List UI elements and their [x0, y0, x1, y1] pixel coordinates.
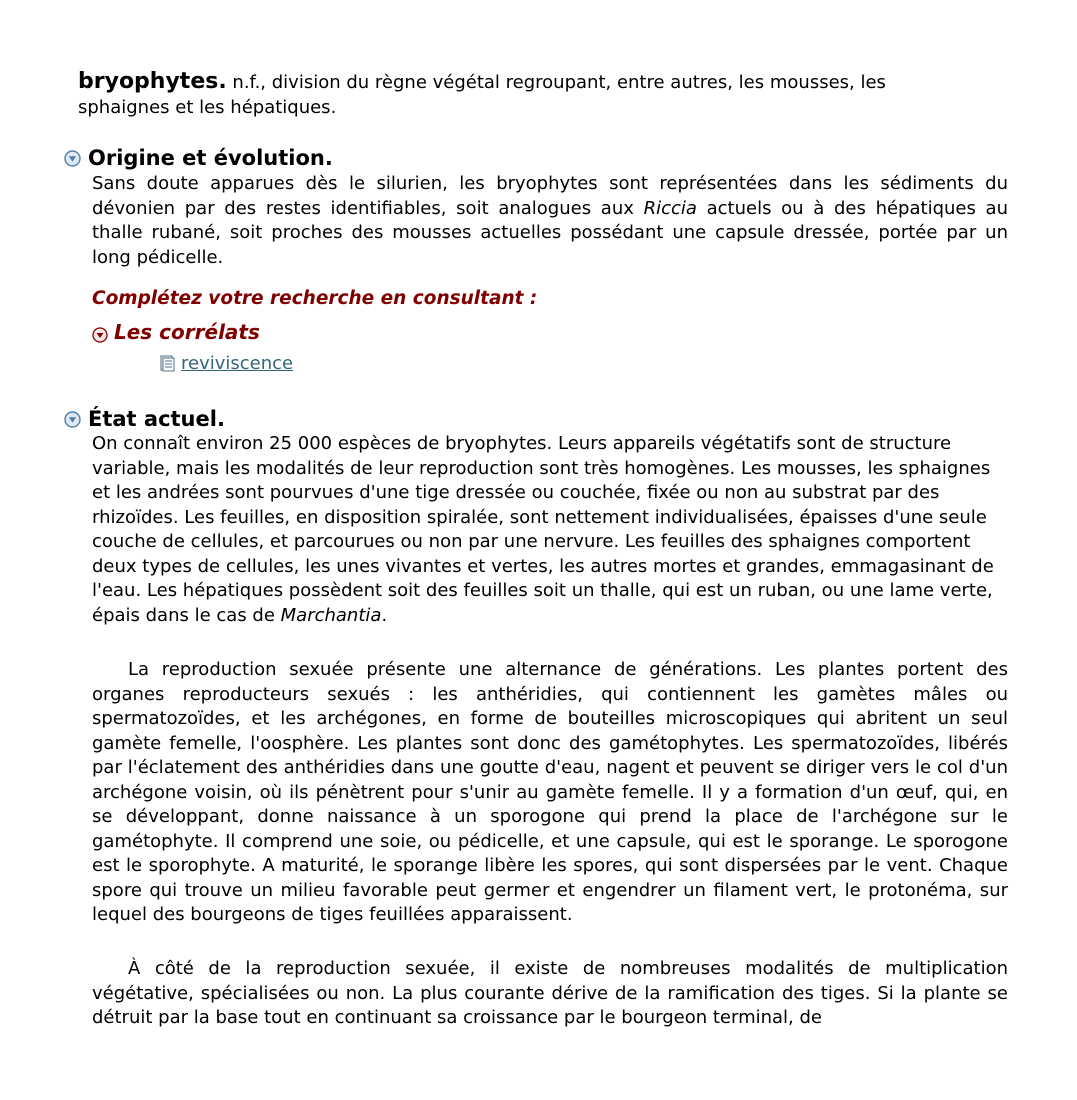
section-title: État actuel. — [88, 407, 225, 431]
section-header-origine[interactable] — [64, 145, 333, 171]
correlats-label: Les corrélats — [114, 320, 260, 344]
collapse-arrow-red-icon[interactable] — [92, 324, 108, 340]
correlat-item[interactable] — [160, 351, 293, 375]
correlat-link-reviviscence[interactable]: reviviscence — [181, 352, 294, 374]
collapse-arrow-icon[interactable] — [64, 411, 81, 428]
collapse-arrow-icon[interactable] — [64, 150, 81, 167]
correlats-header[interactable] — [92, 320, 260, 344]
section-paragraph: À côté de la reproduction sexuée, il existe de nombreuses modalités de multiplication végétative, spécialisées ou non. La plus courante dérive de la ramification des tiges. Si la plante se détruit par la base tout en continuant sa croissance par le bourgeon terminal, de — [92, 958, 1008, 1028]
entry-term: bryophytes. — [78, 69, 227, 94]
section-header-etat-actuel[interactable] — [64, 406, 225, 432]
research-heading: Complétez votre recherche en consultant : — [92, 288, 538, 309]
definition-text: n.f., division du règne végétal regroupant, entre autres, les mousses, les sphaignes et les hépatiques. — [78, 72, 886, 118]
document-icon — [160, 355, 175, 372]
section-paragraph: On connaît environ 25 000 espèces de bryophytes. Leurs appareils végétatifs sont de structure variable, mais les modalités de leur reproduction sont très homogènes. Les mousses, les sphaignes et les andrées sont pourvues d'une tige dressée ou couchée, fixée ou non au substrat par des rhizoïdes. Les feuilles, en disposition spiralée, sont nettement individualisées, épaisses d'une seule couche de cellules, et parcourues ou non par une nervure. Les feuilles des sphaignes comportent deux types de cellules, les unes vivantes et vertes, les autres mortes et grandes, emmagasinant de l'eau. Les hépatiques possèdent soit des feuilles soit un thalle, qui est un ruban, ou une lame verte, épais dans le cas de Marchantia. — [92, 433, 994, 626]
section-paragraph: Sans doute apparues dès le silurien, les bryophytes sont représentées dans les sédiments du dévonien par des restes identifiables, soit analogues aux Riccia actuels ou à des hépatiques au thalle rubané, soit proches des mousses actuelles possédant une capsule dressée, portée par un long pédicelle. — [92, 173, 1008, 268]
section-paragraph: La reproduction sexuée présente une alternance de générations. Les plantes portent des organes reproducteurs sexués : les anthéridies, qui contiennent les gamètes mâles ou spermatozoïdes, et les archégones, en forme de bouteilles microscopiques qui abritent un seul gamète femelle, l'oosphère. Les plantes sont donc des gamétophytes. Les spermatozoïdes, libérés par l'éclatement des anthéridies dans une goutte d'eau, nagent et peuvent se diriger vers le col d'un archégone voisin, où ils pénètrent pour s'unir au gamète femelle. Il y a formation d'un œuf, qui, en se développant, donne naissance à un sporogone qui prend la place de l'archégone sur le gamétophyte. Il comprend une soie, ou pédicelle, et une capsule, qui est le sporange. Le sporogone est le sporophyte. A maturité, le sporange libère les spores, qui sont dispersées par le vent. Chaque spore qui trouve un milieu favorable peut germer et engendrer un filament vert, le protonéma, sur lequel des bourgeons de tiges feuillées apparaissent. — [92, 659, 1008, 925]
section-title: Origine et évolution. — [88, 146, 333, 170]
definition — [78, 70, 978, 120]
